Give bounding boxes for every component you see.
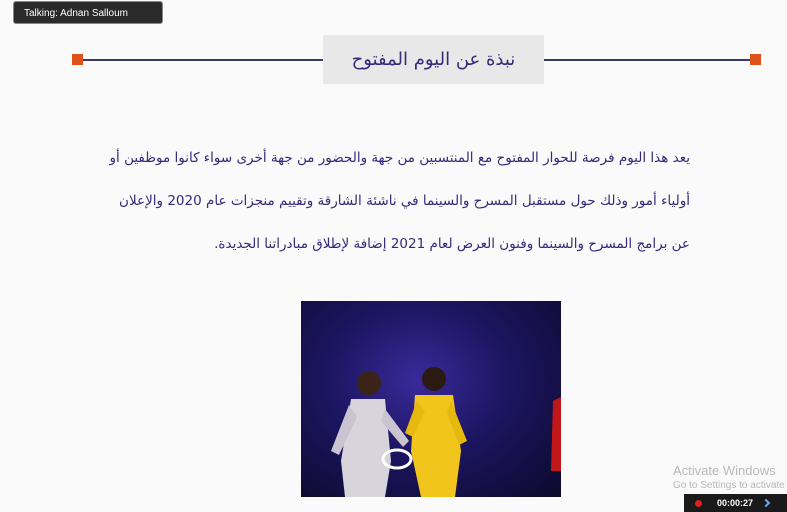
section-title: نبذة عن اليوم المفتوح — [323, 35, 544, 84]
paragraph-line: يعد هذا اليوم فرصة للحوار المفتوح مع المنتسبين من جهة والحضور من جهة أخرى سواء كانوا موظفين أو — [109, 150, 690, 166]
chevron-up-icon[interactable] — [762, 499, 770, 507]
recording-timer: 00:00:27 — [717, 498, 754, 508]
windows-activation-watermark — [673, 463, 785, 491]
accent-square-right — [750, 54, 761, 65]
talking-indicator: Talking: Adnan Salloum — [13, 1, 163, 24]
recording-bar[interactable] — [684, 494, 787, 512]
title-divider-left — [83, 59, 323, 61]
event-photo — [301, 301, 561, 497]
title-divider-right — [544, 59, 750, 61]
watermark-subtitle: Go to Settings to activate — [673, 480, 785, 491]
paragraph-line: عن برامج المسرح والسينما وفنون العرض لعام 2021 إضافة لإطلاق مبادراتنا الجديدة. — [214, 236, 690, 252]
watermark-title: Activate Windows — [673, 463, 776, 478]
record-dot-icon — [695, 500, 702, 507]
description-paragraph — [109, 138, 690, 267]
paragraph-line: أولياء أمور وذلك حول مستقبل المسرح والسينما في ناشئة الشارقة وتقييم منجزات عام 2020 والإعلان — [119, 193, 690, 209]
accent-square-left — [72, 54, 83, 65]
